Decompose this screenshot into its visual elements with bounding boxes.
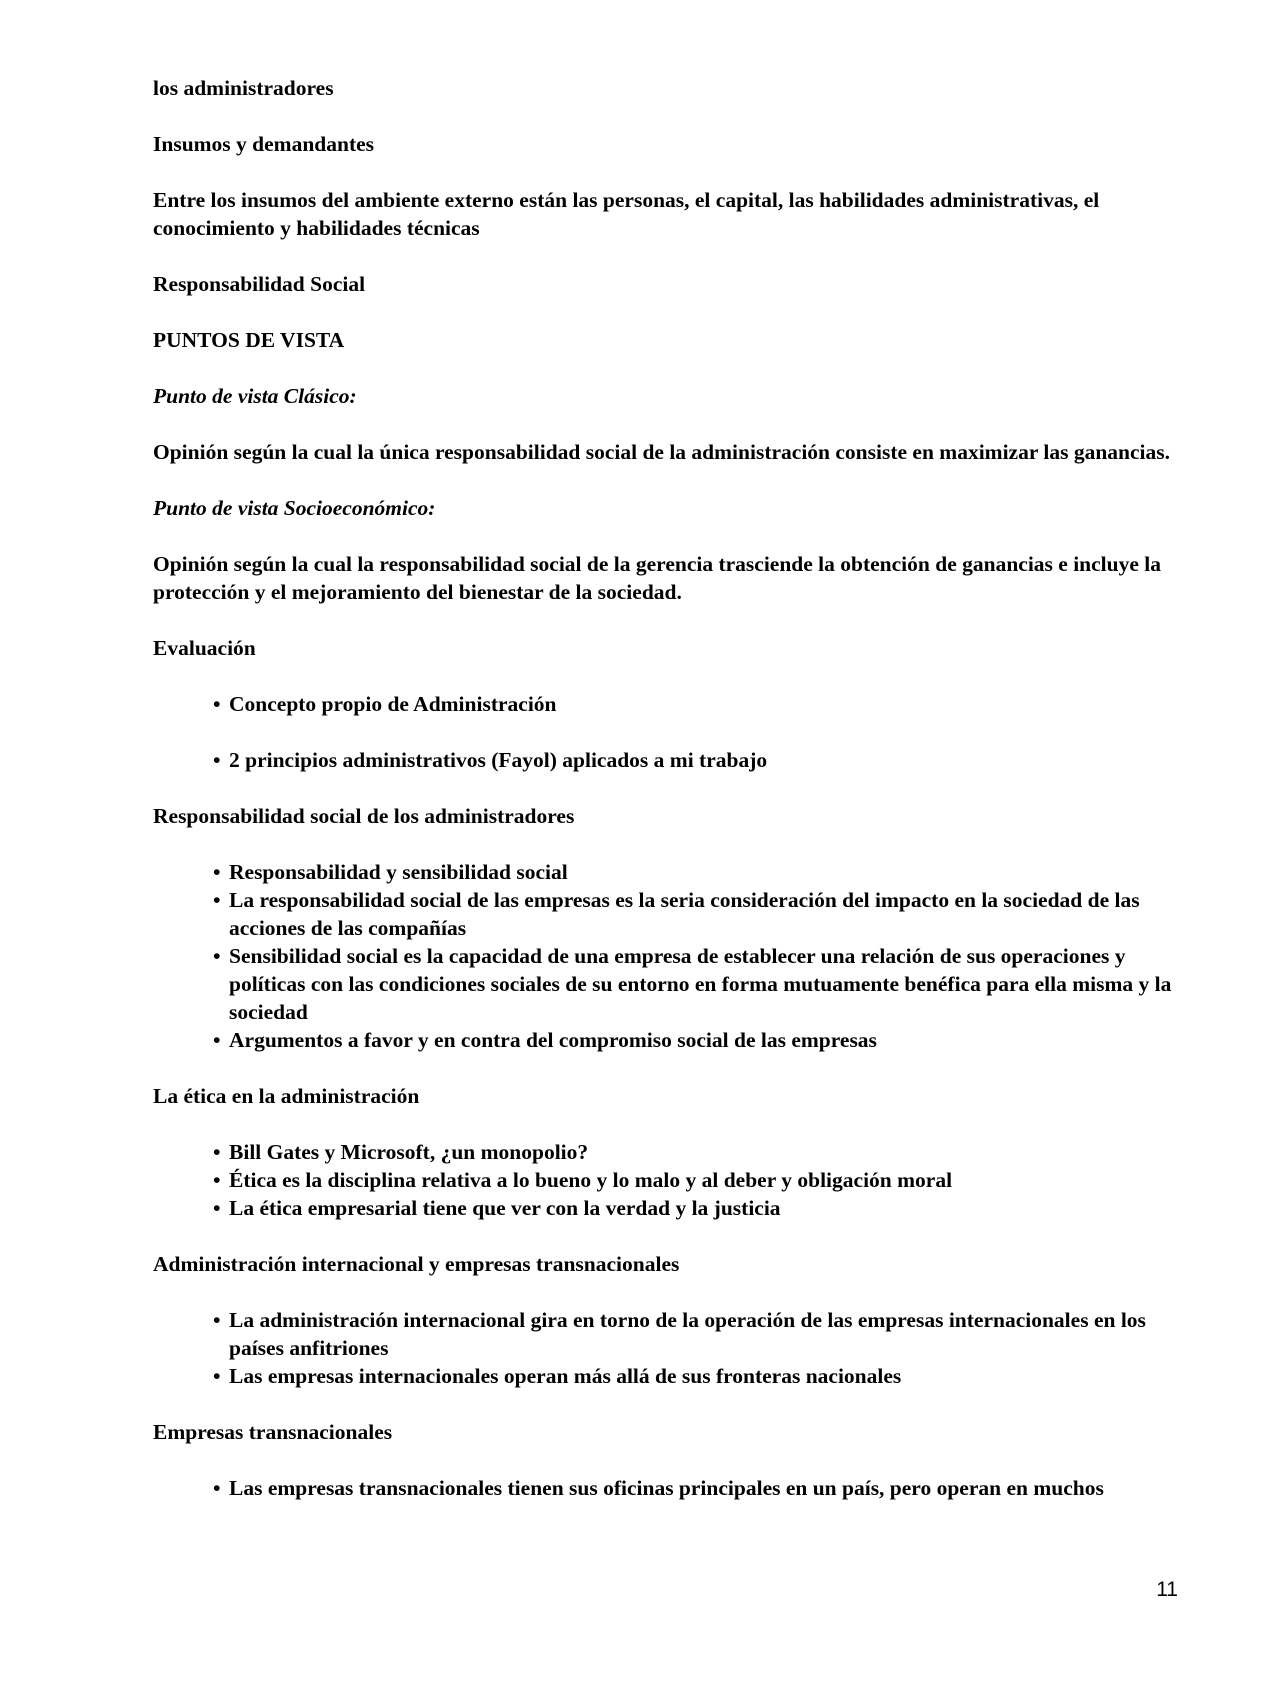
list-item: • Argumentos a favor y en contra del compromiso social de las empresas: [213, 1026, 1188, 1054]
paragraph-insumos: Entre los insumos del ambiente externo están las personas, el capital, las habilidades administrativas, el conocimiento y habilidades técnicas: [153, 188, 1100, 240]
heading-responsabilidad-social: Responsabilidad Social: [153, 272, 366, 296]
heading-transnacionales: Empresas transnacionales: [153, 1420, 393, 1444]
list-item: • 2 principios administrativos (Fayol) aplicados a mi trabajo: [213, 746, 1188, 774]
list-item: • Sensibilidad social es la capacidad de una empresa de establecer una relación de sus operaciones y políticas con las condiciones sociales de su entorno en forma mutuamente benéfica para ella misma y la sociedad: [213, 942, 1188, 1026]
list-responsabilidad: [153, 858, 1188, 1054]
list-internacional: [153, 1306, 1188, 1390]
heading-evaluacion: Evaluación: [153, 636, 256, 660]
heading-responsabilidad-administradores: Responsabilidad social de los administradores: [153, 804, 575, 828]
list-item: • La responsabilidad social de las empresas es la seria consideración del impacto en la sociedad de las acciones de las compañías: [213, 886, 1188, 942]
list-item: • Las empresas transnacionales tienen sus oficinas principales en un país, pero operan en muchos: [213, 1474, 1188, 1502]
list-item: • Las empresas internacionales operan más allá de sus fronteras nacionales: [213, 1362, 1188, 1390]
list-item: • Ética es la disciplina relativa a lo bueno y lo malo y al deber y obligación moral: [213, 1166, 1188, 1194]
heading-insumos: Insumos y demandantes: [153, 132, 375, 156]
paragraph-socioeconomico: Opinión según la cual la responsabilidad social de la gerencia trasciende la obtención de ganancias e incluye la protección y el mejoramiento del bienestar de la sociedad.: [153, 552, 1162, 604]
document-page: [153, 74, 1188, 1530]
heading-etica: La ética en la administración: [153, 1084, 420, 1108]
subheading-socioeconomico: Punto de vista Socioeconómico:: [153, 496, 436, 520]
list-etica: [153, 1138, 1188, 1222]
list-item: • La administración internacional gira en torno de la operación de las empresas internacionales en los países anfitriones: [213, 1306, 1188, 1362]
text-continuation: los administradores: [153, 76, 334, 100]
list-evaluacion: [153, 690, 1188, 774]
list-item: • Concepto propio de Administración: [213, 690, 1188, 718]
subheading-clasico: Punto de vista Clásico:: [153, 384, 357, 408]
list-item: • Bill Gates y Microsoft, ¿un monopolio?: [213, 1138, 1188, 1166]
page-number: 11: [1156, 1578, 1178, 1601]
heading-puntos-de-vista: PUNTOS DE VISTA: [153, 328, 345, 352]
list-transnacionales: [153, 1474, 1188, 1502]
list-item: • La ética empresarial tiene que ver con la verdad y la justicia: [213, 1194, 1188, 1222]
heading-internacional: Administración internacional y empresas transnacionales: [153, 1252, 680, 1276]
list-item: • Responsabilidad y sensibilidad social: [213, 858, 1188, 886]
paragraph-clasico: Opinión según la cual la única responsabilidad social de la administración consiste en maximizar las ganancias.: [153, 440, 1171, 464]
